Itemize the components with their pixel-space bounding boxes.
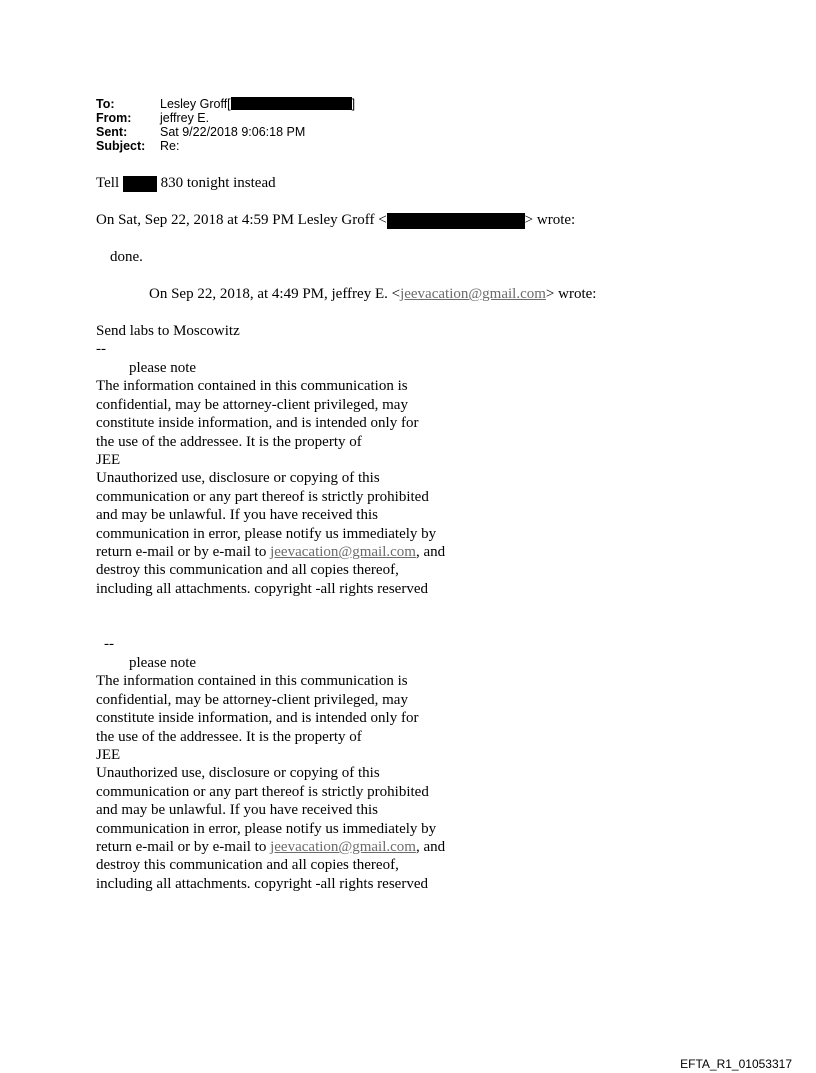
notice-line — [96, 838, 516, 856]
quote1-prefix: On Sat, Sep 22, 2018 at 4:59 PM Lesley Groff < — [96, 212, 387, 228]
done-line: done. — [110, 249, 143, 265]
notice-line: The information contained in this communication is — [96, 673, 408, 690]
notice-line: communication or any part thereof is strictly prohibited — [96, 783, 429, 800]
tell-suffix: 830 tonight instead — [160, 175, 276, 191]
subject-row — [96, 139, 355, 153]
notice-text: return e-mail or by e-mail to — [96, 544, 267, 561]
confidentiality-notice — [96, 654, 516, 893]
notice-line: The information contained in this communication is — [96, 378, 408, 395]
notice-line: communication in error, please notify us immediately by — [96, 525, 437, 542]
notice-line: communication or any part thereof is strictly prohibited — [96, 488, 429, 505]
notice-line: communication in error, please notify us immediately by — [96, 820, 437, 837]
from-value: jeffrey E. — [160, 111, 210, 125]
please-note: please note — [129, 655, 197, 671]
notice-line: destroy this communication and all copies thereof, — [96, 857, 399, 874]
notice-line: and may be unlawful. If you have received this — [96, 507, 378, 524]
from-label: From: — [96, 111, 132, 125]
email-link[interactable]: jeevacation@gmail.com — [400, 286, 546, 302]
sent-label: Sent: — [96, 125, 128, 139]
notice-text: , and — [415, 839, 446, 856]
notice-line: Unauthorized use, disclosure or copying of this — [96, 765, 380, 782]
notice-line: including all attachments. copyright -all rights reserved — [96, 580, 428, 597]
signature-dashes: -- — [96, 341, 106, 357]
labs-line: Send labs to Moscowitz — [96, 323, 240, 339]
quote2-prefix: On Sep 22, 2018, at 4:49 PM, jeffrey E. < — [149, 286, 401, 302]
notice-line: and may be unlawful. If you have received this — [96, 802, 378, 819]
notice-line: constitute inside information, and is intended only for — [96, 710, 419, 727]
email-header — [96, 97, 355, 153]
subject-label: Subject: — [96, 139, 146, 153]
notice-line: the use of the addressee. It is the property of — [96, 433, 362, 450]
notice-line: constitute inside information, and is intended only for — [96, 415, 419, 432]
notice-line — [96, 543, 516, 561]
tell-prefix: Tell — [96, 175, 120, 191]
redaction-box — [123, 176, 157, 192]
tell-line — [96, 174, 276, 192]
notice-text: , and — [415, 544, 446, 561]
notice-line: confidential, may be attorney-client privileged, may — [96, 691, 408, 708]
to-suffix: ] — [351, 97, 356, 111]
subject-value: Re: — [160, 139, 180, 153]
to-label: To: — [96, 97, 115, 111]
to-value: Lesley Groff[ — [160, 97, 231, 111]
redaction-box — [231, 97, 352, 110]
quote-line-2 — [149, 285, 596, 303]
notice-line: JEE — [96, 747, 121, 764]
notice-line: the use of the addressee. It is the property of — [96, 728, 362, 745]
notice-line: confidential, may be attorney-client privileged, may — [96, 396, 408, 413]
email-link[interactable]: jeevacation@gmail.com — [270, 839, 416, 856]
quote1-suffix: > wrote: — [524, 212, 576, 228]
email-link[interactable]: jeevacation@gmail.com — [270, 544, 416, 561]
redaction-box — [387, 213, 525, 229]
bates-number: EFTA_R1_01053317 — [680, 1057, 792, 1071]
please-note: please note — [129, 360, 197, 376]
to-row — [96, 97, 355, 111]
from-row — [96, 111, 355, 125]
notice-line: Unauthorized use, disclosure or copying of this — [96, 470, 380, 487]
quote-line-1 — [96, 211, 575, 229]
notice-line: JEE — [96, 452, 121, 469]
signature-dashes: -- — [104, 636, 114, 652]
notice-line: destroy this communication and all copies thereof, — [96, 562, 399, 579]
confidentiality-notice — [96, 359, 516, 598]
quote2-suffix: > wrote: — [545, 286, 597, 302]
sent-value: Sat 9/22/2018 9:06:18 PM — [160, 125, 306, 139]
notice-line: including all attachments. copyright -all rights reserved — [96, 875, 428, 892]
sent-row — [96, 125, 355, 139]
notice-text: return e-mail or by e-mail to — [96, 839, 267, 856]
